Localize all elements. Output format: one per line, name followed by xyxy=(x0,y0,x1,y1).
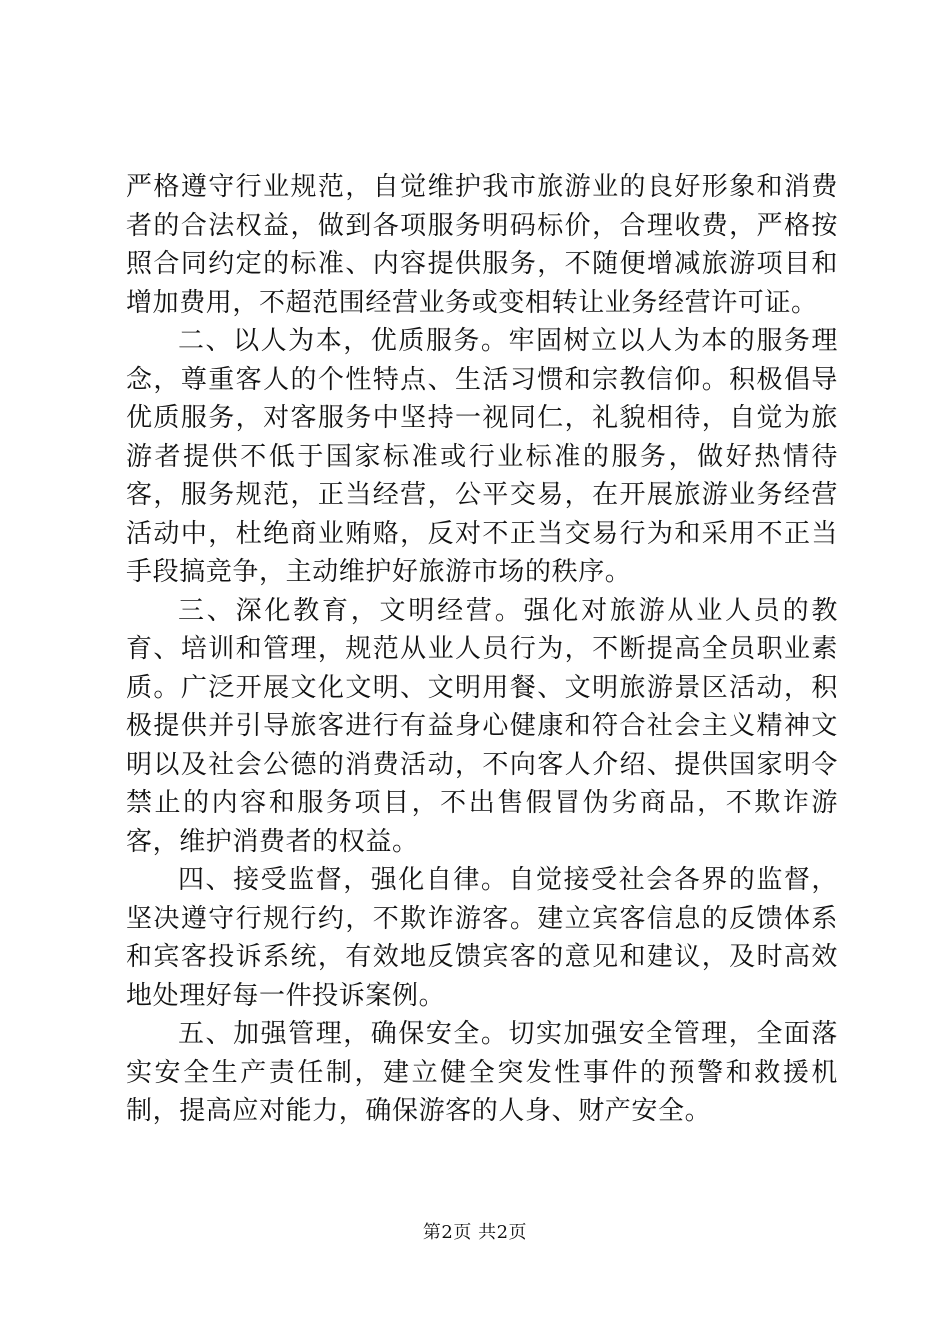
page-number-footer: 第2页 共2页 xyxy=(422,1222,528,1243)
paragraph-education: 三、深化教育，文明经营。强化对旅游从业人员的教育、培训和管理，规范从业人员行为，不断提高全员职业素质。广泛开展文化文明、文明用餐、文明旅游景区活动，积极提供并引导旅客进行有益身心健康和符合社会主义精神文明以及社会公德的消费活动，不向客人介绍、提供国家明令禁止的内容和服务项目，不出售假冒伪劣商品，不欺诈游客，维护消费者的权益。 xyxy=(126,595,838,857)
paragraph-supervision: 四、接受监督，强化自律。自觉接受社会各界的监督，坚决遵守行规行约，不欺诈游客。建立宾客信息的反馈体系和宾客投诉系统，有效地反馈宾客的意见和建议，及时高效地处理好每一件投诉案例。 xyxy=(126,865,838,1011)
paragraph-service-quality: 二、以人为本，优质服务。牢固树立以人为本的服务理念，尊重客人的个性特点、生活习惯和宗教信仰。积极倡导优质服务，对客服务中坚持一视同仁，礼貌相待，自觉为旅游者提供不低于国家标准或行业标准的服务，做好热情待客，服务规范，正当经营，公平交易，在开展旅游业务经营活动中，杜绝商业贿赂，反对不正当交易行为和采用不正当手段搞竞争，主动维护好旅游市场的秩序。 xyxy=(126,326,838,587)
paragraph-continuation: 严格遵守行业规范，自觉维护我市旅游业的良好形象和消费者的合法权益，做到各项服务明码标价，合理收费，严格按照合同约定的标准、内容提供服务，不随便增减旅游项目和增加费用，不超范围经营业务或变相转让业务经营许可证。 xyxy=(126,172,838,318)
paragraph-safety: 五、加强管理，确保安全。切实加强安全管理，全面落实安全生产责任制，建立健全突发性事件的预警和救援机制，提高应对能力，确保游客的人身、财产安全。 xyxy=(126,1019,838,1126)
document-body xyxy=(126,168,838,1131)
